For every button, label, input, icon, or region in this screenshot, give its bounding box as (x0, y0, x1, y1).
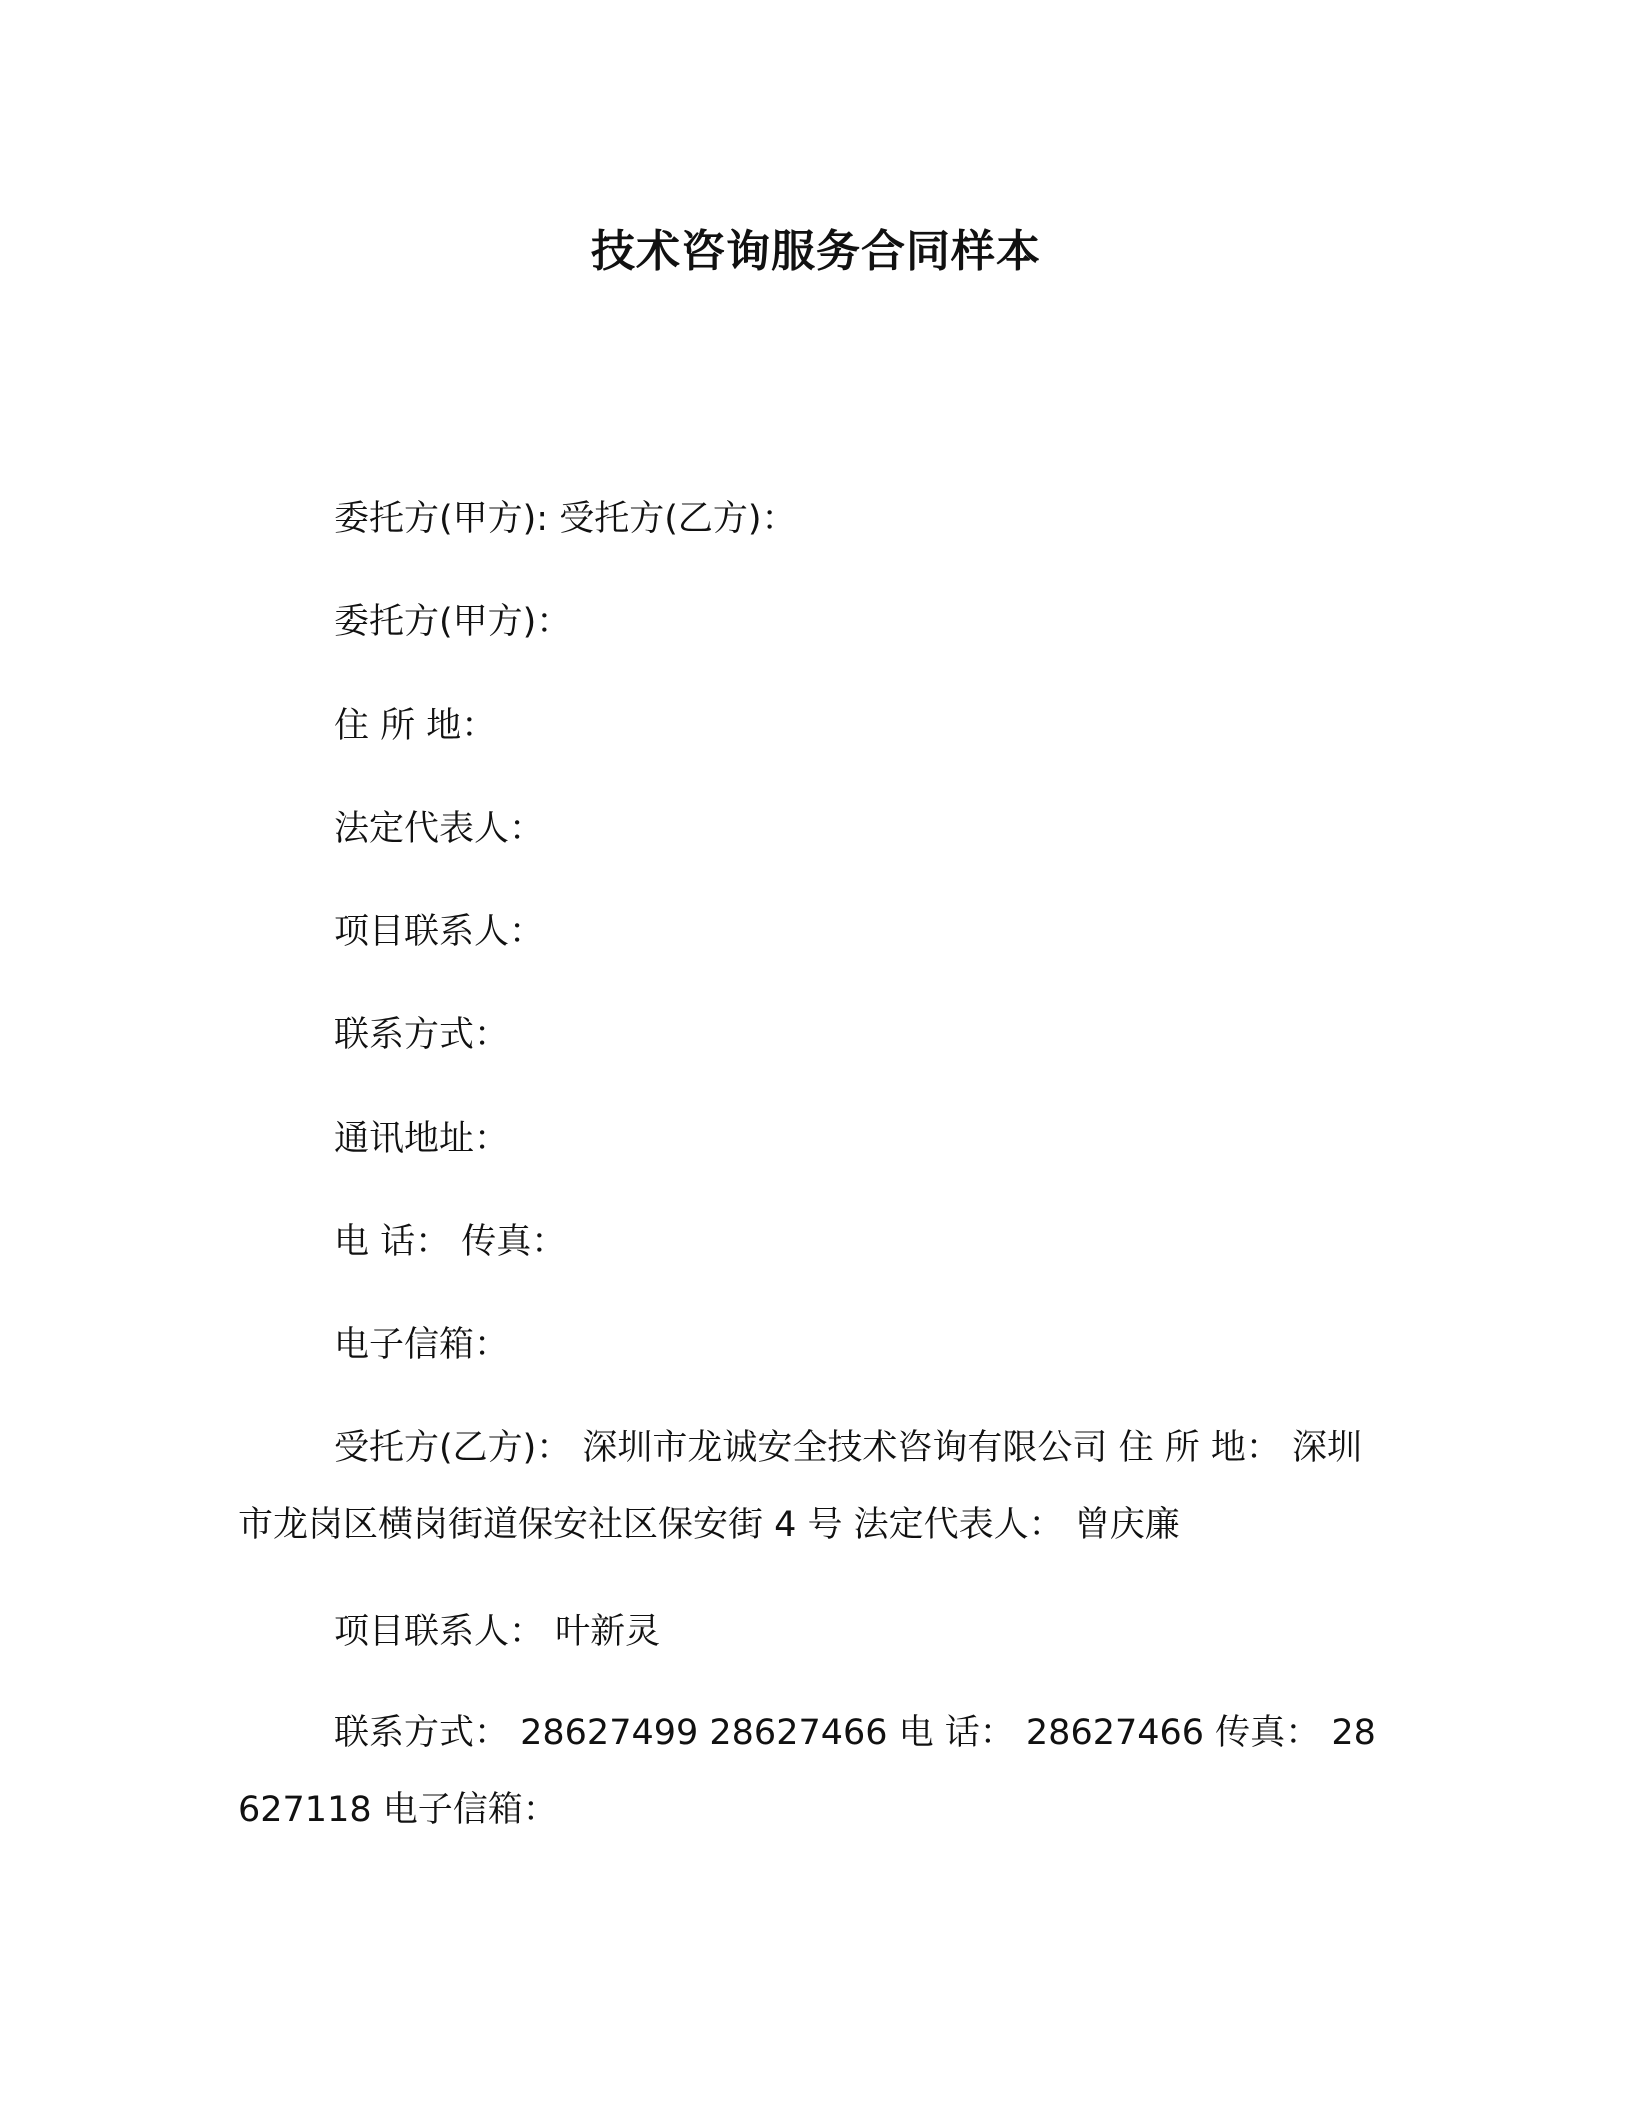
line-project-contact: 项目联系人： (334, 912, 545, 952)
line-party-a-b: 委托方(甲方): 受托方(乙方)： (334, 499, 797, 539)
document-title: 技术咨询服务合同样本 (591, 226, 1041, 277)
line-contact-method: 联系方式： (334, 1015, 510, 1055)
line-legal-rep: 法定代表人： (334, 809, 545, 849)
line-address: 住 所 地： (334, 706, 497, 746)
party-b-contact-person: 项目联系人： 叶新灵 (334, 1612, 661, 1652)
line-party-a: 委托方(甲方)： (334, 602, 572, 642)
line-mailing-address: 通讯地址： (334, 1119, 510, 1159)
line-phone-fax: 电 话： 传真： (334, 1222, 567, 1262)
line-email: 电子信箱： (334, 1325, 510, 1365)
party-b-contact-paragraph: 联系方式： 28627499 28627466 电 话： 28627466 传真： 28627118 电子信箱： (238, 1713, 1376, 1830)
party-b-paragraph: 受托方(乙方)： 深圳市龙诚安全技术咨询有限公司 住 所 地： 深圳市龙岗区横岗街道保安社区保安街 4 号 法定代表人： 曾庆廉 (238, 1428, 1362, 1545)
